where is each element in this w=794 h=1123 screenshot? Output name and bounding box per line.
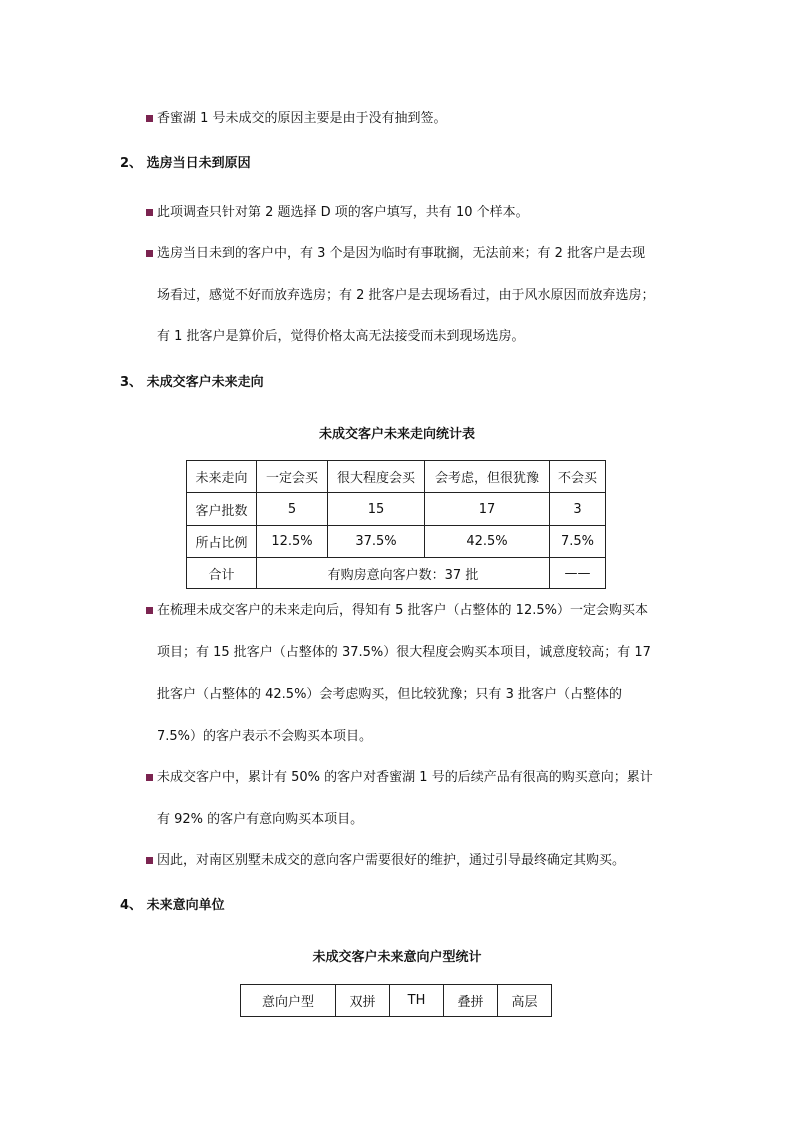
table-cell: —— bbox=[550, 558, 606, 589]
section-3-bullet-1-line-3: 批客户（占整体的 42.5%）会考虑购买，但比较犹豫；只有 3 批客户（占整体的 bbox=[157, 687, 622, 702]
section-2-bullet-2-line-1: 选房当日未到的客户中，有 3 个是因为临时有事耽搁，无法前来；有 2 批客户是去现 bbox=[157, 246, 646, 261]
section-2-bullet-1: 此项调查只针对第 2 题选择 D 项的客户填写，共有 10 个样本。 bbox=[157, 205, 529, 220]
table-cell: 合计 bbox=[187, 558, 257, 589]
future-unit-table bbox=[240, 984, 552, 1017]
future-trend-table-title: 未成交客户未来走向统计表 bbox=[318, 427, 475, 442]
table-cell: 15 bbox=[328, 493, 425, 526]
section-3-bullet-1-line-1: 在梳理未成交客户的未来走向后，得知有 5 批客户（占整体的 12.5%）一定会购买本 bbox=[157, 603, 648, 618]
section-3-bullet-1-line-4: 7.5%）的客户表示不会购买本项目。 bbox=[157, 729, 373, 744]
section-3-bullet-3: 因此，对南区别墅未成交的意向客户需要很好的维护，通过引导最终确定其购买。 bbox=[157, 853, 626, 868]
table-header-cell: TH bbox=[390, 985, 444, 1017]
section-3-bullet-2-line-2: 有 92% 的客户有意向购买本项目。 bbox=[157, 812, 364, 827]
table-cell: 7.5% bbox=[550, 526, 606, 558]
table-cell: 3 bbox=[550, 493, 606, 526]
future-unit-table-title: 未成交客户未来意向户型统计 bbox=[312, 950, 482, 965]
table-header-cell: 意向户型 bbox=[241, 985, 336, 1017]
table-cell: 17 bbox=[425, 493, 550, 526]
bullet-marker bbox=[146, 857, 153, 864]
table-header-cell: 叠拼 bbox=[444, 985, 498, 1017]
section-4-heading: 4、 未来意向单位 bbox=[120, 898, 225, 913]
intro-bullet-text: 香蜜湖 1 号未成交的原因主要是由于没有抽到签。 bbox=[157, 111, 447, 126]
section-2-heading: 2、 选房当日未到原因 bbox=[120, 156, 251, 171]
table-cell: 所占比例 bbox=[187, 526, 257, 558]
table-cell: 有购房意向客户数：37 批 bbox=[257, 558, 550, 589]
table-header-cell: 未来走向 bbox=[187, 461, 257, 493]
bullet-marker bbox=[146, 115, 153, 122]
section-3-bullet-1-line-2: 项目；有 15 批客户（占整体的 37.5%）很大程度会购买本项目，诚意度较高；有 17 bbox=[157, 645, 651, 660]
section-3-bullet-2-line-1: 未成交客户中，累计有 50% 的客户对香蜜湖 1 号的后续产品有很高的购买意向；累计 bbox=[157, 770, 653, 785]
section-3-heading: 3、 未成交客户未来走向 bbox=[120, 375, 264, 390]
table-header-cell: 高层 bbox=[498, 985, 552, 1017]
table-header-cell: 一定会买 bbox=[257, 461, 328, 493]
table-header-cell: 会考虑，但很犹豫 bbox=[425, 461, 550, 493]
table-header-cell: 很大程度会买 bbox=[328, 461, 425, 493]
bullet-marker bbox=[146, 209, 153, 216]
table-cell: 37.5% bbox=[328, 526, 425, 558]
table-header-cell: 不会买 bbox=[550, 461, 606, 493]
table-cell: 42.5% bbox=[425, 526, 550, 558]
future-trend-table bbox=[186, 460, 606, 589]
table-header-cell: 双拼 bbox=[336, 985, 390, 1017]
bullet-marker bbox=[146, 774, 153, 781]
table-cell: 5 bbox=[257, 493, 328, 526]
section-2-bullet-2-line-2: 场看过，感觉不好而放弃选房；有 2 批客户是去现场看过，由于风水原因而放弃选房； bbox=[157, 288, 655, 303]
bullet-marker bbox=[146, 250, 153, 257]
table-cell: 客户批数 bbox=[187, 493, 257, 526]
table-cell: 12.5% bbox=[257, 526, 328, 558]
section-2-bullet-2-line-3: 有 1 批客户是算价后，觉得价格太高无法接受而未到现场选房。 bbox=[157, 329, 525, 344]
bullet-marker bbox=[146, 607, 153, 614]
